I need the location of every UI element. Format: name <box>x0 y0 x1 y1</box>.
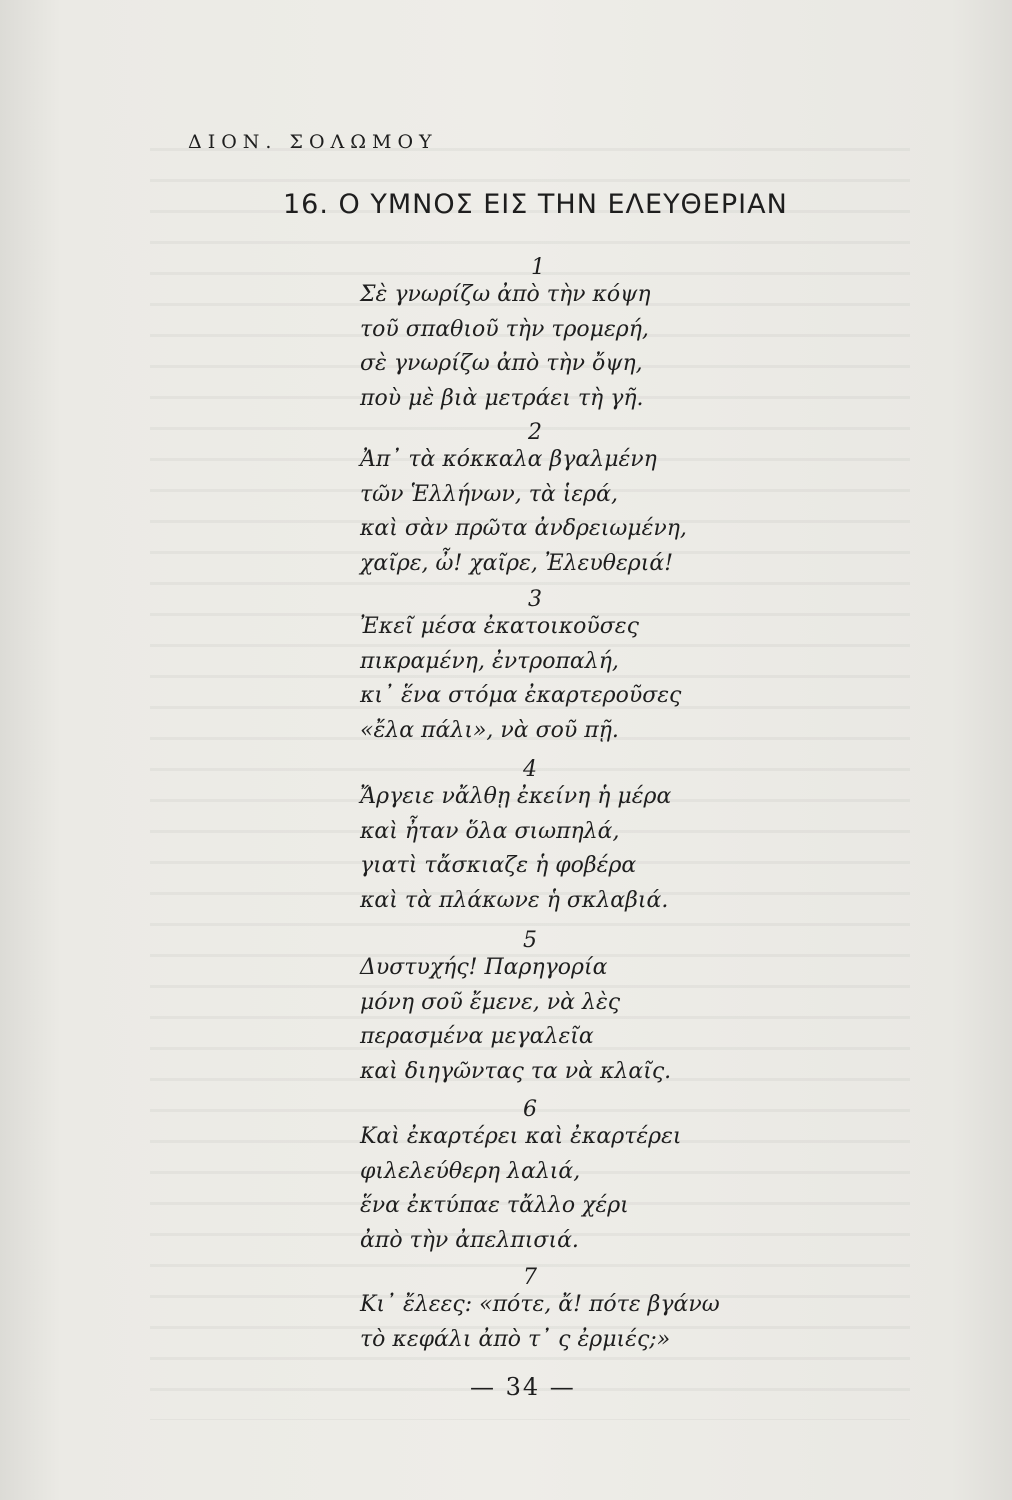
verse-line: καὶ σὰν πρῶτα ἀνδρειωμένη, <box>360 516 687 541</box>
verse-line: μόνη σοῦ ἔμενε, νὰ λὲς <box>360 989 621 1015</box>
verse-line: Καὶ ἐκαρτέρει καὶ ἐκαρτέρει <box>360 1124 682 1149</box>
verse-line: σὲ γνωρίζω ἀπὸ τὴν ὄψη, <box>360 351 643 376</box>
verse-line: περασμένα μεγαλεῖα <box>360 1024 594 1049</box>
verse-line: πικραμένη, ἐντροπαλή, <box>360 648 619 674</box>
verse-line: καὶ τὰ πλάκωνε ἡ σκλαβιά. <box>360 887 669 913</box>
verse-line: Ἐκεῖ μέσα ἐκατοικοῦσες <box>360 614 639 639</box>
verse-line: τῶν Ἑλλήνων, τὰ ἱερά, <box>360 481 618 507</box>
verse-line: ποὺ μὲ βιὰ μετράει τὴ γῆ. <box>360 385 644 411</box>
verse-line: Σὲ γνωρίζω ἀπὸ τὴν κόψη <box>360 282 651 307</box>
stanza-number: 3 <box>528 587 542 612</box>
poem-title: 16. Ο ΥΜΝΟΣ ΕΙΣ ΤΗΝ ΕΛΕΥΘΕΡΙΑΝ <box>283 189 788 220</box>
verse-line: καὶ ἦταν ὅλα σιωπηλά, <box>360 818 620 844</box>
stanza-number: 1 <box>531 255 545 280</box>
verse-line: γιατὶ τἄσκιαζε ἡ φοβέρα <box>360 853 637 878</box>
stanza-number: 4 <box>523 757 537 782</box>
verse-line: Κι᾿ ἔλεες: «πότε, ἄ! πότε βγάνω <box>360 1292 720 1317</box>
author-header: ΔΙΟΝ. ΣΟΛΩΜΟΥ <box>188 131 438 153</box>
verse-line: καὶ διηγῶντας τα νὰ κλαῖς. <box>360 1058 672 1084</box>
verse-line: φιλελεύθερη λαλιά, <box>360 1158 581 1184</box>
verse-line: τοῦ σπαθιοῦ τὴν τρομερή, <box>360 316 649 342</box>
verse-line: χαῖρε, ὦ! χαῖρε, Ἐλευθεριά! <box>360 550 674 576</box>
stanza-number: 2 <box>528 420 542 445</box>
verse-line: κι᾿ ἕνα στόμα ἐκαρτεροῦσες <box>360 683 682 708</box>
verse-line: Ἄργειε νἄλθῃ ἐκείνη ἡ μέρα <box>360 784 672 809</box>
stanza-number: 5 <box>523 928 537 953</box>
verse-line: Ἀπ᾿ τὰ κόκκαλα βγαλμένη <box>360 447 657 472</box>
verse-line: τὸ κεφάλι ἀπὸ τ᾿ ς ἐρμιές;» <box>360 1326 671 1352</box>
stanza-number: 7 <box>523 1265 537 1290</box>
stanza-number: 6 <box>523 1097 537 1122</box>
page-number: — 34 — <box>470 1373 576 1401</box>
verse-line: ἕνα ἐκτύπαε τἄλλο χέρι <box>360 1193 629 1218</box>
verse-line: ἀπὸ τὴν ἀπελπισιά. <box>360 1227 579 1253</box>
verse-line: «ἔλα πάλι», νὰ σοῦ πῇ. <box>360 717 619 743</box>
verse-line: Δυστυχής! Παρηγορία <box>360 955 608 980</box>
